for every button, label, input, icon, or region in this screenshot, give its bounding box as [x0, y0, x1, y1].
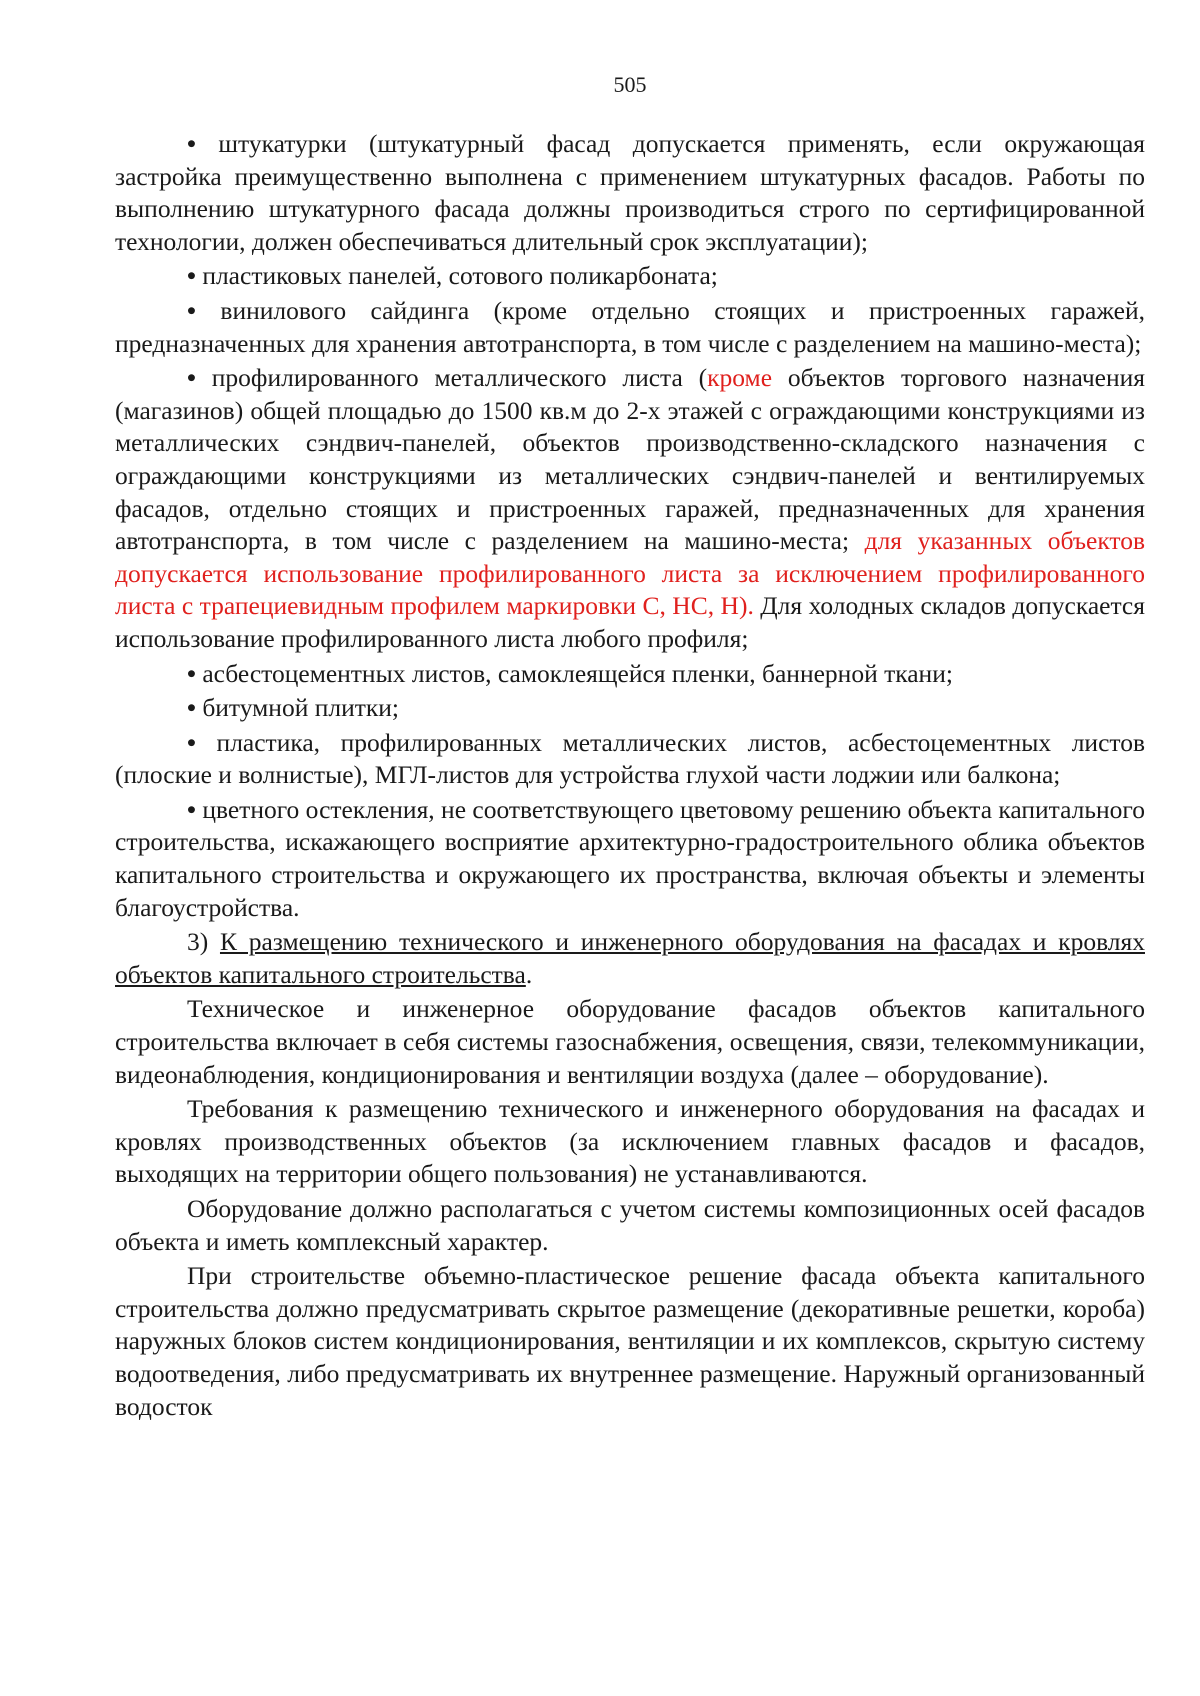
bullet-icon: •: [187, 363, 196, 393]
paragraph-asbestos-sheets: [115, 658, 1145, 691]
bullet-icon: •: [187, 727, 196, 757]
bullet-icon: •: [187, 693, 196, 723]
highlighted-text: для указанных объектов допускается использование профилированного листа за исключением профилированного листа с трапециевидным профилем маркировки С, НС, Н).: [115, 526, 1145, 621]
paragraph-text: штукатурки (штукатурный фасад допускается применять, если окружающая застройка преимущественно выполнена с применением штукатурных фасадов. Работы по выполнению штукатурного фасада должны производиться строго по сертифицированной технологии, должен обеспечиваться длительный срок эксплуатации);: [115, 129, 1146, 256]
highlighted-text: кроме: [707, 363, 773, 393]
bullet-icon: •: [187, 261, 196, 291]
paragraph-text: Требования к размещению технического и инженерного оборудования на фасадах и кровлях производственных объектов (за исключением главных фасадов и фасадов, выходящих на территории общего пользования) не устанавливаются.: [115, 1094, 1145, 1189]
bullet-icon: •: [187, 794, 196, 824]
paragraph-text: При строительстве объемно-пластическое решение фасада объекта капитального строительства должно предусматривать скрытое размещение (декоративные решетки, короба) наружных блоков систем кондиционирования, вентиляции и их комплексов, скрытую систему водоотведения, либо предусматривать их внутреннее размещение. Наружный организованный водосток: [115, 1261, 1145, 1421]
bullet-icon: •: [187, 658, 196, 688]
paragraph-text: пластика, профилированных металлических листов, асбестоцементных листов (плоские и волнистые), МГЛ-листов для устройства глухой части лоджии или балкона;: [115, 727, 1145, 790]
bullet-icon: •: [187, 295, 196, 325]
paragraph-vinyl-siding: [115, 295, 1145, 360]
paragraph-equipment-definition: [115, 993, 1145, 1091]
document-body: [115, 128, 1145, 1425]
section-title-suffix: .: [525, 959, 533, 989]
paragraph-plaster: [115, 128, 1145, 258]
section-number: 3): [187, 927, 220, 957]
paragraph-plastic-panels: [115, 260, 1145, 293]
paragraph-text: цветного остекления, не соответствующего цветовому решению объекта капитального строительства, искажающего восприятие архитектурно-градостроительного облика объектов капитального строительства и окружающего их пространства, включая объекты и элементы благоустройства.: [115, 794, 1145, 922]
section-heading-equipment: [115, 926, 1145, 991]
paragraph-text-part: Для холодных складов допускается использование профилированного листа любого профиля;: [115, 591, 1145, 653]
paragraph-bitumen-tiles: [115, 692, 1145, 725]
bullet-icon: •: [187, 129, 196, 158]
paragraph-text: асбестоцементных листов, самоклеящейся пленки, баннерной ткани;: [202, 658, 953, 688]
section-title: К размещению технического и инженерного оборудования на фасадах и кровлях объектов капитального строительства: [115, 927, 1145, 989]
page-number: 505: [613, 72, 647, 97]
paragraph-text-part: объектов торгового назначения (магазинов) общей площадью до 1500 кв.м до 2-х этажей с ограждающими конструкциями из металлических сэндвич-панелей, объектов производственно-складского назначения с ограждающими конструкциями из металлических сэндвич-панелей и вентилируемых фасадов, отдельно стоящих и пристроенных гаражей, предназначенных для хранения автотранспорта, в том числе с разделением на машино-места;: [115, 363, 1146, 556]
paragraph-plastic-loggia: [115, 727, 1145, 792]
paragraph-hidden-placement: [115, 1260, 1145, 1423]
paragraph-text: битумной плитки;: [202, 693, 399, 723]
paragraph-text: Оборудование должно располагаться с учетом системы композиционных осей фасадов объекта и иметь комплексный характер.: [115, 1194, 1145, 1256]
paragraph-colored-glazing: [115, 794, 1145, 924]
paragraph-profiled-sheet: [115, 362, 1145, 655]
paragraph-text: винилового сайдинга (кроме отдельно стоящих и пристроенных гаражей, предназначенных для хранения автотранспорта, в том числе с разделением на машино-места);: [115, 295, 1146, 358]
paragraph-composition-axes: [115, 1193, 1145, 1258]
paragraph-text: пластиковых панелей, сотового поликарбоната;: [202, 261, 718, 291]
paragraph-industrial-exception: [115, 1093, 1145, 1191]
paragraph-text: Техническое и инженерное оборудование фасадов объектов капитального строительства включает в себя системы газоснабжения, освещения, связи, телекоммуникации, видеонаблюдения, кондиционирования и вентиляции воздуха (далее – оборудование).: [115, 994, 1145, 1089]
paragraph-text-part: профилированного металлического листа (: [211, 363, 708, 393]
